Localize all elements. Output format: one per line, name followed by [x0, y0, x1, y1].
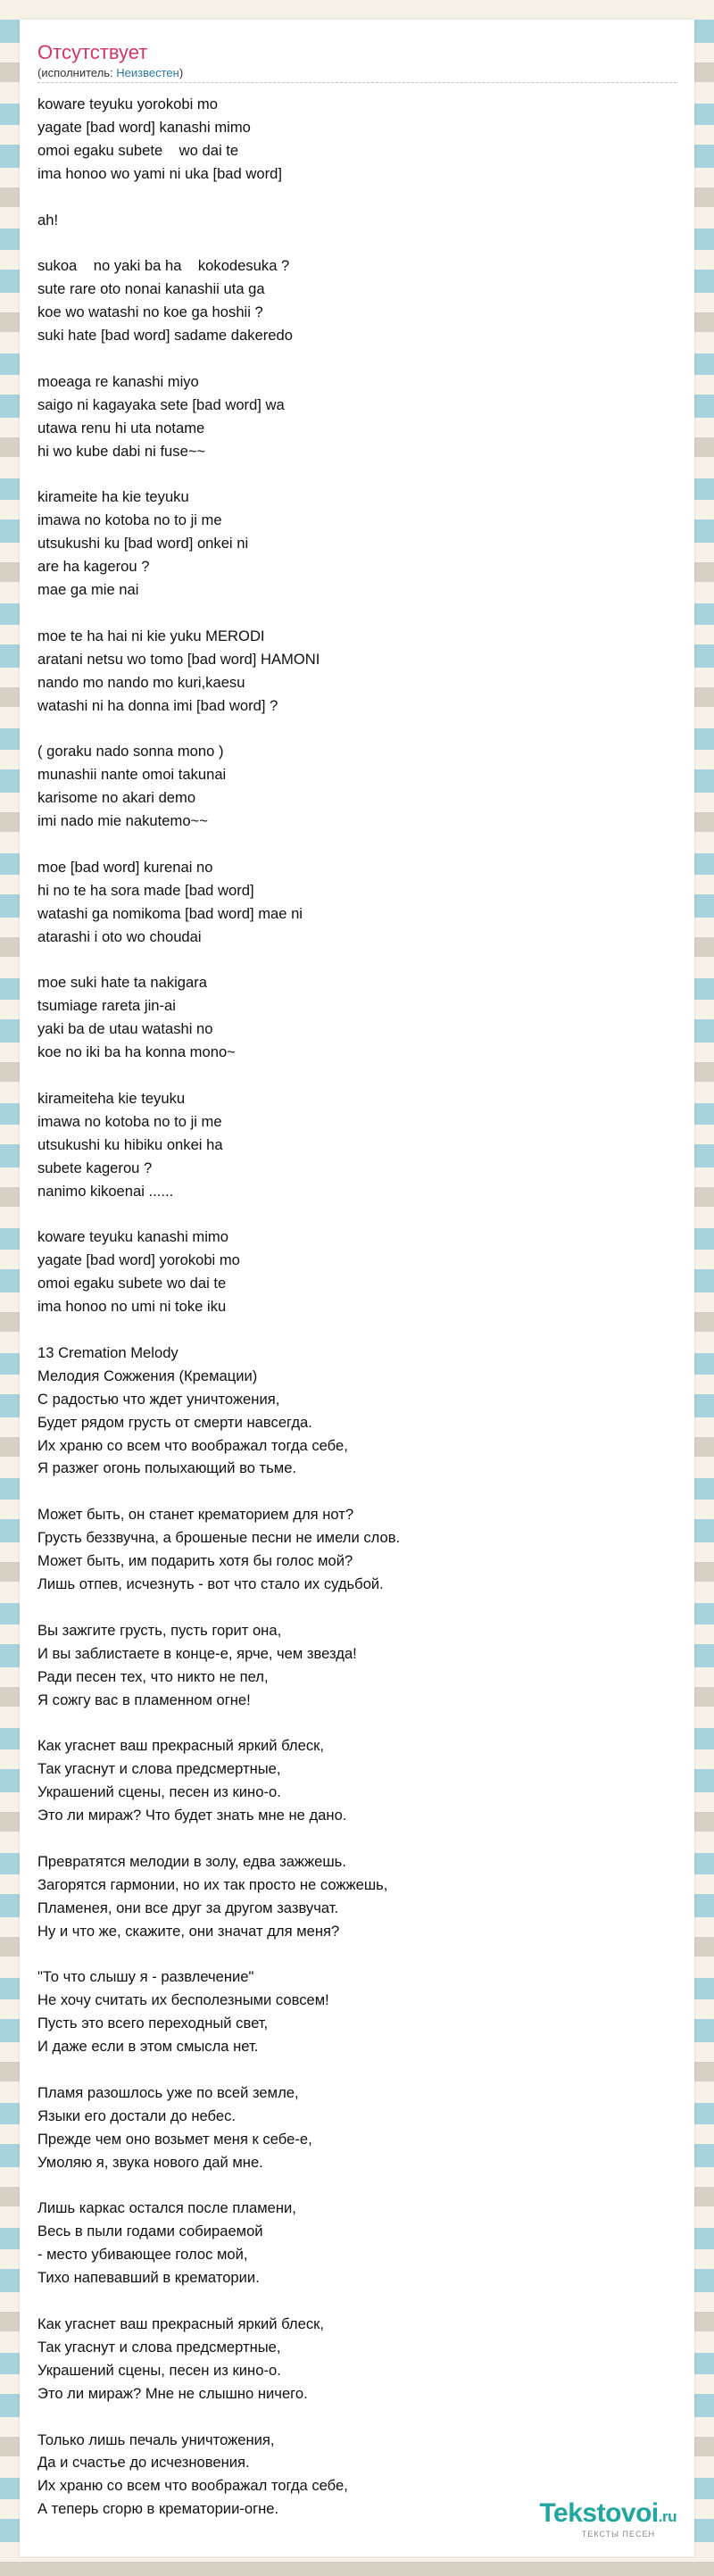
artist-link[interactable]: Неизвестен — [116, 66, 179, 79]
logo-main-text: Tekstovoi — [539, 2498, 659, 2528]
artist-suffix: ) — [178, 66, 184, 79]
artist-prefix: (исполнитель: — [37, 66, 117, 79]
lyrics-card — [20, 20, 694, 2556]
song-title: Отсутствует — [37, 41, 148, 63]
lyrics-text: koware teyuku yorokobi mo yagate [bad word] kanashi mimo omoi egaku subete wo dai te ima honoo wo yami ni uka [bad word] ah! sukoa no yaki ba ha kokodesuka ? sute rare oto nonai kanashii uta ga koe wo watashi no koe ga hoshii ? suki hate [bad word] sadame dakeredo moeaga re kanashi miyo saigo ni kagayaka sete [bad word] wa utawa renu hi uta notame hi wo kube dabi ni fuse~~ kirameite ha kie teyuku imawa no kotoba no to ji me utsukushi ku [bad word] onkei ni are ha kagerou ? mae ga mie nai moe te ha hai ni kie yuku MERODI aratani netsu wo tomo [bad word] HAMONI nando mo nando mo kuri,kaesu watashi ni ha donna imi [bad word] ? ( goraku nado sonna mono ) munashii nante omoi takunai karisome no akari demo imi nado mie nakutemo~~ moe [bad word] kurenai no hi no te ha sora made [bad word] watashi ga nomikoma [bad word] mae ni atarashi i oto wo choudai moe suki hate ta nakigara tsumiage rareta jin-ai yaki ba de utau watashi no koe no iki ba ha konna mono~ kirameiteha kie teyuku imawa no kotoba no to ji me utsukushi ku hibiku onkei ha subete kagerou ? nanimo kikoenai ...... koware teyuku kanashi mimo yagate [bad word] yorokobi mo omoi egaku subete wo dai te ima honoo no umi ni toke iku 13 Cremation Melody Мелодия Сожжения (Кремации) С радостью что ждет уничтожения, Будет рядом грусть от смерти навсегда. Их храню со всем что воображал тогда себе, Я разжег огонь полыхающий во тьме. Может быть, он станет крематорием для нот? Грусть беззвучна, а брошеные песни не имели слов. Может быть, им подарить хотя бы голос мой? Лишь отпев, исчезнуть - вот что стало их судьбой. Вы зажгите грусть, пусть горит она, И вы заблистаете в конце-е, ярче, чем звезда! Ради песен тех, что никто не пел, Я сожгу вас в пламенном огне! Как угаснет ваш прекрасный яркий блеск, Так угаснут и слова предсмертные, Украшений сцены, песен из кино-о. Это ли мираж? Что будет знать мне не дано. Превратятся мелодии в золу, едва зажжешь. Загорятся гармонии, но их так просто не сожжешь, Пламенея, они все друг за другом зазвучат. Ну и что же, скажите, они значат для меня? "То что слышу я - развлечение" Не хочу считать их бесполезными совсем! Пусть это всего переходный свет, И даже если в этом смысла нет. Пламя разошлось уже по всей земле, Языки его достали до небес. Прежде чем оно возьмет меня к себе-е, Умоляю я, звука нового дай мне. Лишь каркас остался после пламени, Весь в пыли годами собираемой - место убивающее голос мой, Тихо напевавший в крематории. Как угаснет ваш прекрасный яркий блеск, Так угаснут и слова предсмертные, Украшений сцены, песен из кино-о. Это ли мираж? Мне не слышно ничего. Только лишь печаль уничтожения, Да и счастье до исчезновения. Их храню со всем что воображал тогда себе, А теперь сгорю в крематории-огне. — [37, 96, 401, 2518]
site-logo[interactable] — [539, 2499, 677, 2539]
divider — [37, 82, 677, 83]
logo-tld: .ru — [658, 2508, 677, 2525]
logo-wordmark — [539, 2499, 677, 2531]
artist-line — [37, 65, 677, 80]
logo-tagline: ТЕКСТЫ ПЕСЕН — [581, 2530, 655, 2539]
